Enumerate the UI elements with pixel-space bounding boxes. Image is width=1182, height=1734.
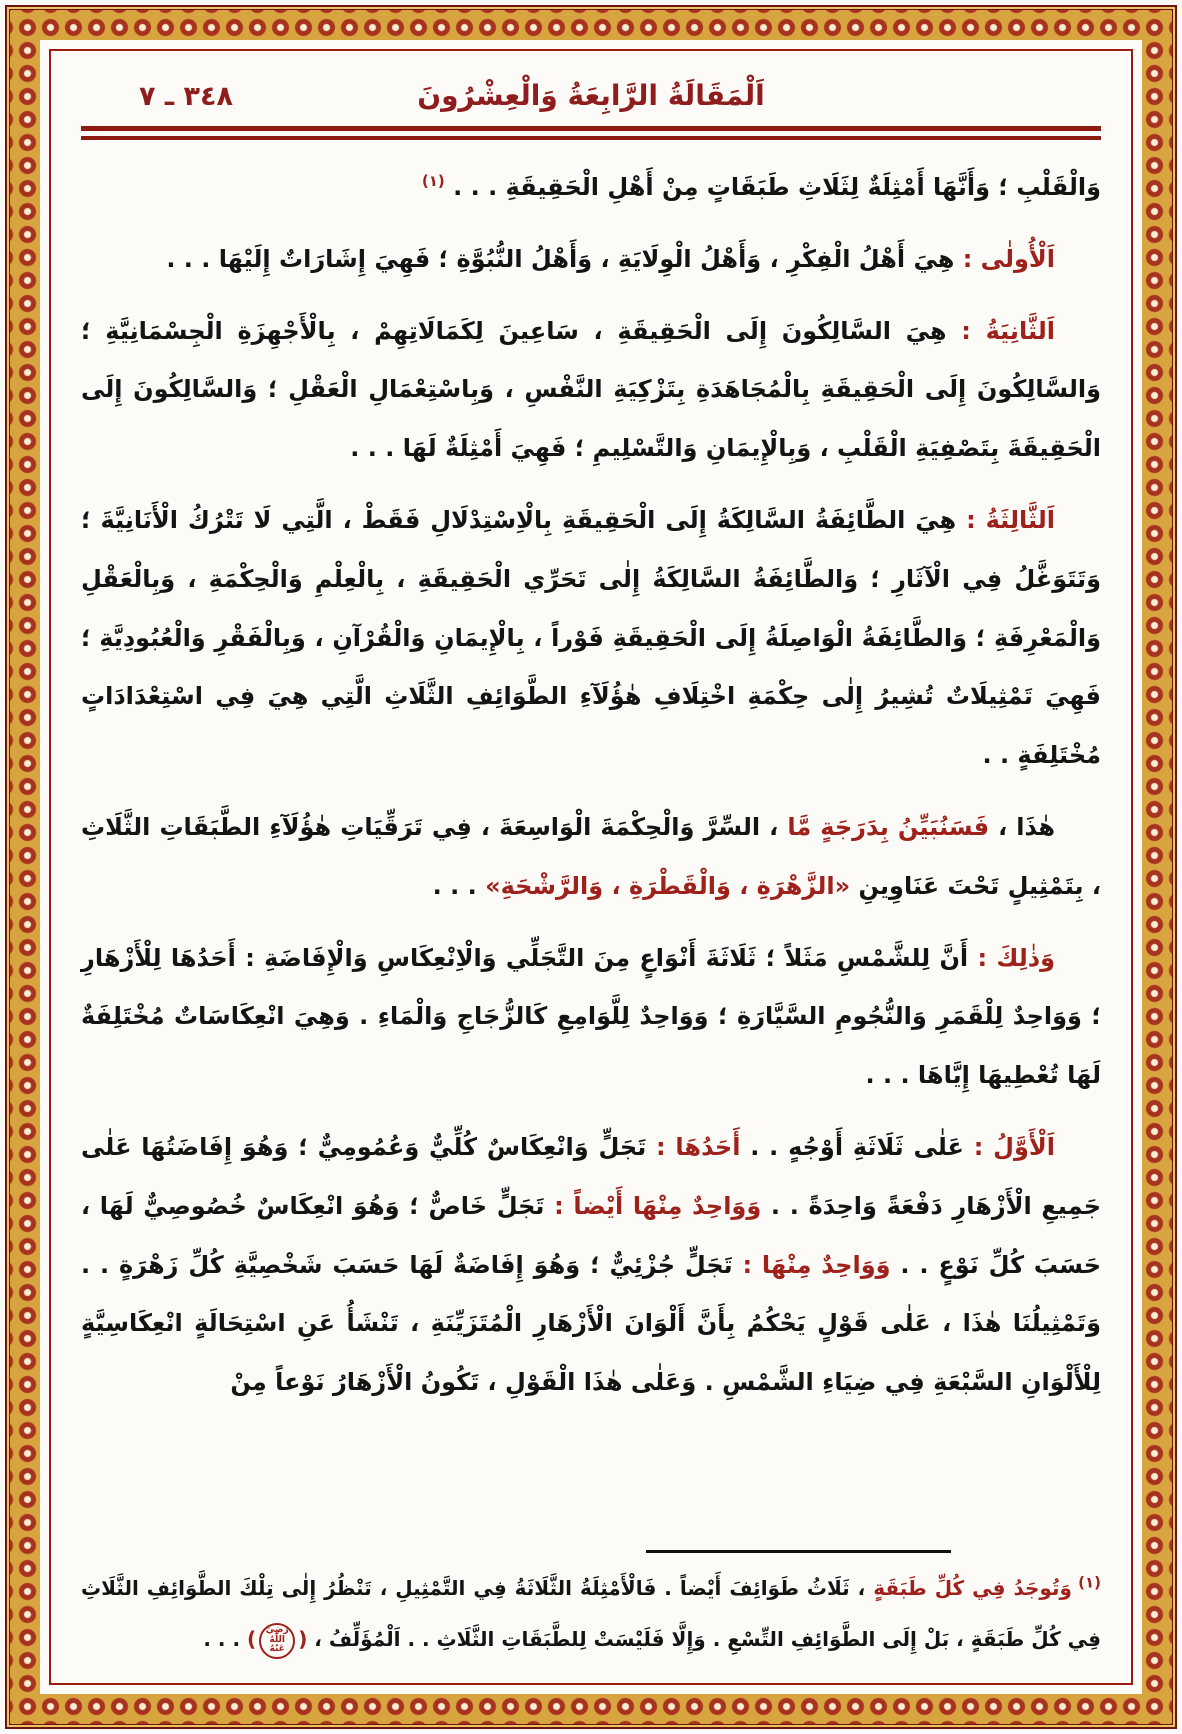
text-run: . . . xyxy=(203,1627,248,1651)
paragraph xyxy=(81,1563,1101,1665)
paragraph xyxy=(81,158,1101,217)
text-run: هِيَ أَهْلُ الْفِكْرِ ، وَأَهْلُ الْوِلَايَةِ ، وَأَهْلُ النُّبُوَّةِ ؛ فَهِيَ إِشَارَاتٌ إِلَيْهَا . . . xyxy=(166,244,955,273)
text-run: وَوَاحِدٌ مِنْهَا : xyxy=(732,1250,891,1279)
text-run: ( xyxy=(298,1627,308,1651)
page-number: ٣٤٨ ـ ٧ xyxy=(139,81,233,112)
text-run: هٰذَا ، xyxy=(989,812,1056,841)
paragraph xyxy=(81,230,1101,289)
inner-red-rule-frame xyxy=(49,49,1133,1685)
text-run: وَتُوجَدُ فِي كُلِّ طَبَقَةٍ xyxy=(873,1576,1072,1600)
text-run: تَجَلٍّ خَاصٌّ ؛ وَهُوَ انْعِكَاسٌ خُصُوصِيٌّ لَهَا ، حَسَبَ كُلِّ نَوْعٍ . . xyxy=(81,1191,1101,1279)
text-run: اَلثَّانِيَةُ : xyxy=(946,316,1055,345)
footnote-marker: (١) xyxy=(1071,1573,1102,1592)
text-run: هِيَ الطَّائِفَةُ السَّالِكَةُ إِلَى الْحَقِيقَةِ بِالْاِسْتِدْلَالِ فَقَطْ ، الَّتِي لَا تَتْرُكُ الْأَنَانِيَّةَ ؛ وَتَتَوَغَّلُ فِي الْآثَارِ ؛ وَالطَّائِفَةُ السَّالِكَةُ إِلٰى تَحَرِّي الْحَقِيقَةِ ، بِالْعِلْمِ وَالْحِكْمَةِ ، وَبِالْعَقْلِ وَالْمَعْرِفَةِ ؛ وَالطَّائِفَةُ الْوَاصِلَةُ إِلَى الْحَقِيقَةِ فَوْراً ، بِالْإِيمَانِ وَالْقُرْآنِ ، وَبِالْفَقْرِ وَالْعُبُودِيَّةِ ؛ فَهِيَ تَمْثِيلَاتٌ تُشِيرُ إِلٰى حِكْمَةِ اخْتِلَافِ هٰؤُلَآءِ الطَّوَائِفِ الثَّلَاثِ الَّتِي هِيَ فِي اسْتِعْدَادَاتٍ مُخْتَلِفَةٍ . . xyxy=(81,505,1101,770)
frame-white-gap xyxy=(40,40,1142,1694)
text-run: ، السِّرَّ وَالْحِكْمَةَ الْوَاسِعَةَ ، فِي تَرَقِّيَاتِ هٰؤُلَآءِ الطَّبَقَاتِ الثَّلَاثِ ، بِتَمْثِيلٍ تَحْتَ عَنَاوِينِ xyxy=(81,812,1101,900)
paragraph xyxy=(81,491,1101,785)
text-run: . . . xyxy=(432,871,486,900)
text-run: «الزَّهْرَةِ ، وَالْقَطْرَةِ ، وَالرَّشْحَةِ» xyxy=(485,871,851,900)
ornamental-border-band xyxy=(9,9,1173,1725)
author-seal: رَضِيَ اللّٰهُ عَنْهُ xyxy=(259,1623,295,1659)
text-run: تَجَلٍّ وَانْعِكَاسٌ كُلِّيٌّ وَعُمُومِيٌّ ؛ وَهُوَ إِفَاضَتُهَا عَلٰى جَمِيعِ الْأَزْهَارِ دَفْعَةً وَاحِدَةً . . xyxy=(81,1132,1101,1220)
text-run: هِيَ السَّالِكُونَ إِلَى الْحَقِيقَةِ ، سَاعِينَ لِكَمَالَاتِهِمْ ، بِالْأَجْهِزَةِ الْجِسْمَانِيَّةِ ؛ وَالسَّالِكُونَ إِلَى الْحَقِيقَةِ بِالْمُجَاهَدَةِ بِتَزْكِيَةِ النَّفْسِ ، وَبِاسْتِعْمَالِ الْعَقْلِ ؛ وَالسَّالِكُونَ إِلَى الْحَقِيقَةَ بِتَصْفِيَةِ الْقَلْبِ ، وَبِالْإِيمَانِ وَالتَّسْلِيمِ ؛ فَهِيَ أَمْثِلَةٌ لَهَا . . . xyxy=(81,316,1101,463)
text-run: أَنَّ لِلشَّمْسِ مَثَلاً ؛ ثَلَاثَةَ أَنْوَاعٍ مِنَ التَّجَلِّي وَالْاِنْعِكَاسِ وَالْإِفَاضَةِ : أَحَدُهَا لِلْأَزْهَارِ ؛ وَوَاحِدٌ لِلْقَمَرِ وَالنُّجُومِ السَّيَّارَةِ ؛ وَوَاحِدٌ لِلَّوَامِعِ كَالزُّجَاجِ وَالْمَاءِ . وَهِيَ انْعِكَاسَاتٌ مُخْتَلِفَةٌ لَهَا تُعْطِيهَا إِيَّاهَا . . . xyxy=(81,943,1101,1090)
text-run: وَالْقَلْبِ ؛ وَأَنَّهَا أَمْثِلَةٌ لِثَلَاثِ طَبَقَاتٍ مِنْ أَهْلِ الْحَقِيقَةِ . . . xyxy=(444,173,1101,201)
text-run: وَذٰلِكَ : xyxy=(968,943,1056,972)
text-run: أَحَدُهَا : xyxy=(646,1132,741,1161)
outer-frame-line xyxy=(5,5,1177,1729)
text-run: ) xyxy=(247,1627,257,1651)
text-run: ، ثَلَاثُ طَوَائِفَ أَيْضاً . فَالْأَمْثِلَةُ الثَّلَاثَةُ فِي التَّمْثِيلِ ، تَنْظُرُ إِلٰى تِلْكَ الطَّوَائِفِ الثَّلَاثِ فِي كُلِّ طَبَقَةٍ ، بَلْ إِلَى الطَّوَائِفِ التِّسْعِ . وَإِلَّا فَلَيْسَتْ لِلطَّبَقَاتِ الثَّلَاثِ . . اَلْمُؤَلِّفُ ، xyxy=(81,1576,1101,1651)
page-header xyxy=(81,73,1101,122)
text-run: تَجَلٍّ جُزْئِيٌّ ؛ وَهُوَ إِفَاضَةٌ لَهَا حَسَبَ شَخْصِيَّةِ كُلِّ زَهْرَةٍ . . وَتَمْثِيلُنَا هٰذَا ، عَلٰى قَوْلٍ يَحْكُمُ بِأَنَّ أَلْوَانَ الْأَزْهَارِ الْمُتَزَيِّنَةِ ، تَنْشَأُ عَنِ اسْتِحَالَةٍ انْعِكَاسِيَّةٍ لِلْأَلْوَانِ السَّبْعَةِ فِي ضِيَاءِ الشَّمْسِ . وَعَلٰى هٰذَا الْقَوْلِ ، تَكُونُ الْأَزْهَارُ نَوْعاً مِنْ xyxy=(81,1250,1101,1397)
text-run: اَلْأُولٰى : xyxy=(954,244,1055,273)
text-run: اَلْأَوَّلُ : xyxy=(963,1132,1055,1161)
paragraph xyxy=(81,302,1101,478)
paragraph xyxy=(81,929,1101,1105)
text-run: وَوَاحِدٌ مِنْهَا أَيْضاً : xyxy=(544,1191,762,1220)
header-divider-rule xyxy=(81,126,1101,140)
paragraph xyxy=(81,798,1101,916)
page-title: اَلْمَقَالَةُ الرَّابِعَةُ وَالْعِشْرُونَ xyxy=(417,79,765,112)
text-run: اَلثَّالِثَةُ : xyxy=(956,505,1056,534)
text-run: فَسَنُبَيِّنُ بِدَرَجَةٍ مَّا xyxy=(787,812,990,841)
body-text xyxy=(81,158,1101,1536)
footnote-separator-rule xyxy=(646,1550,951,1553)
paragraph xyxy=(81,1118,1101,1412)
footnote-marker: (١) xyxy=(421,172,445,190)
footnote xyxy=(81,1563,1101,1665)
text-run: عَلٰى ثَلَاثَةِ أَوْجُهٍ . . xyxy=(740,1132,964,1161)
